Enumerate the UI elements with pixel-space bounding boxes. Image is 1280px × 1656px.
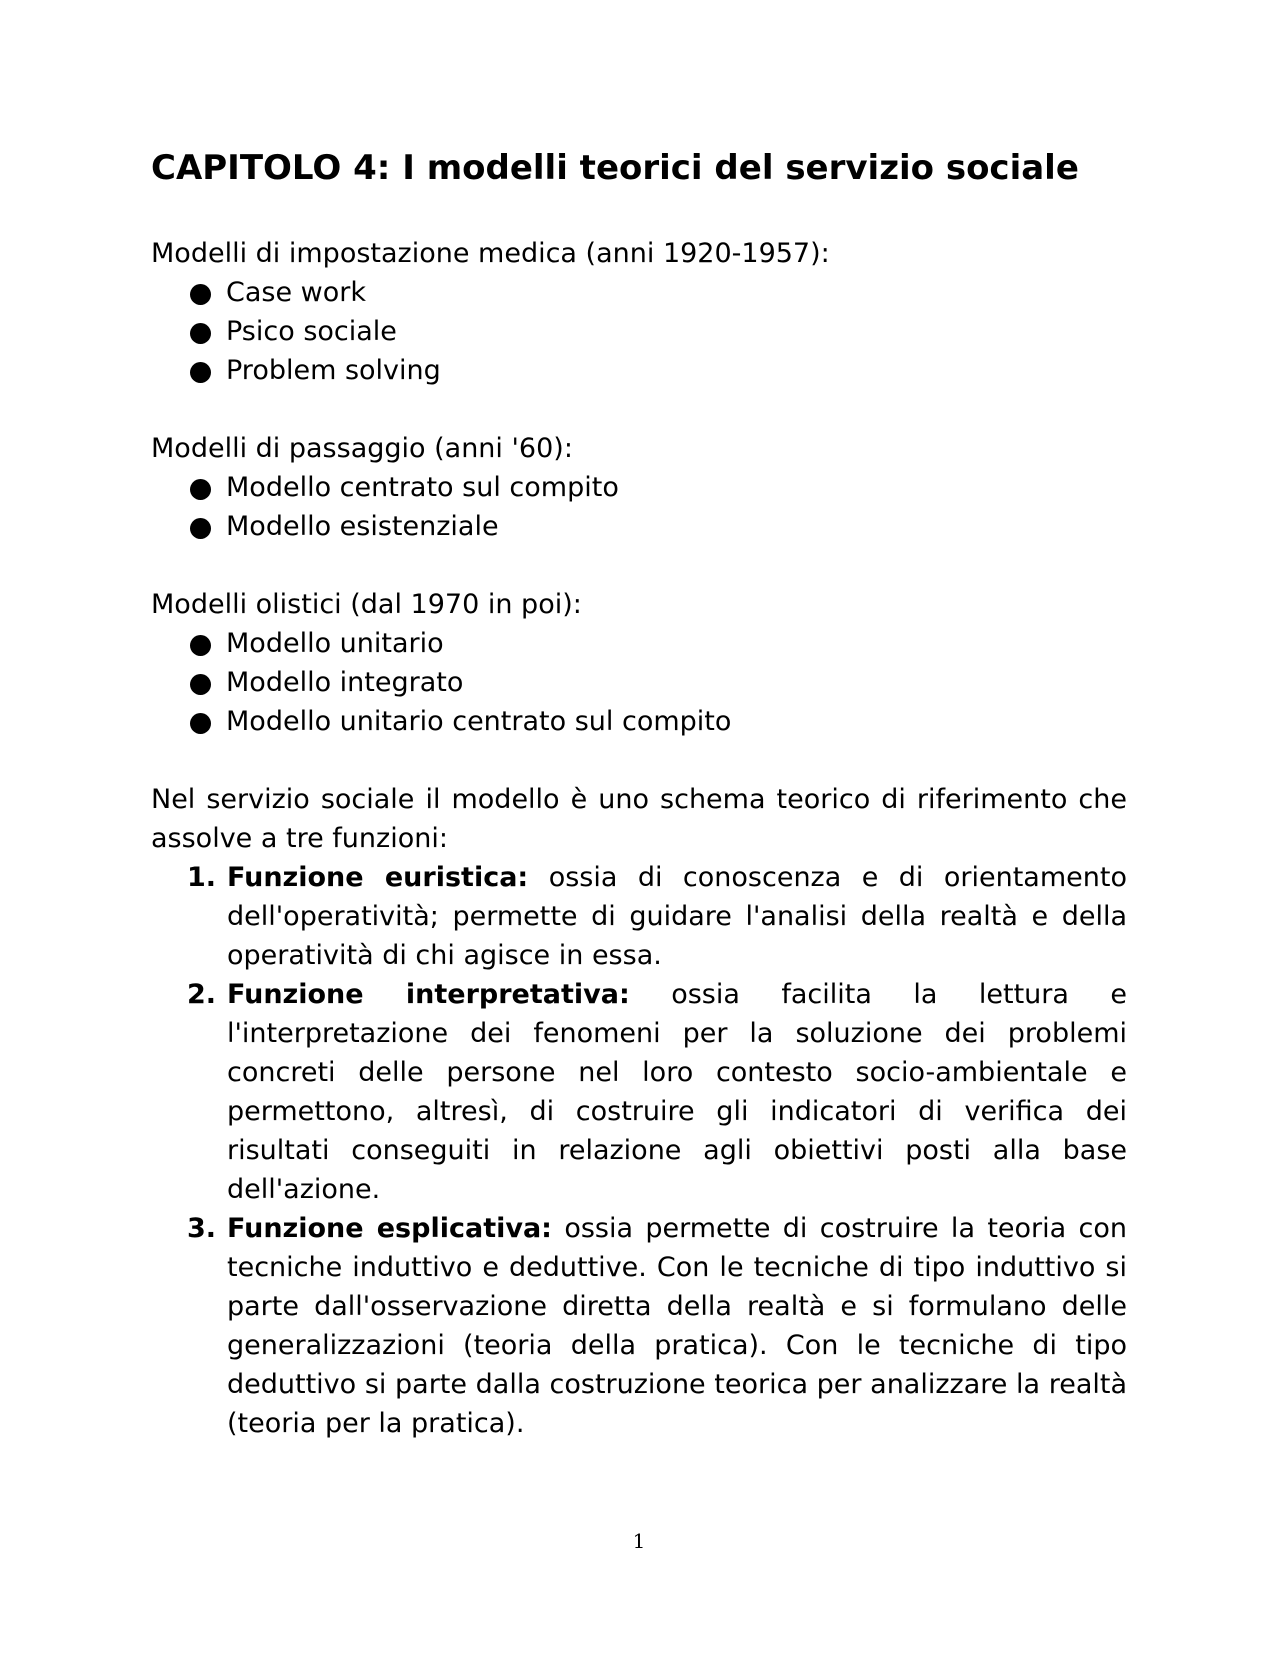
section-holistic-models xyxy=(151,585,1127,741)
bullet-icon xyxy=(190,674,211,695)
bullet-list xyxy=(151,624,1127,741)
bullet-icon xyxy=(190,713,211,734)
list-item xyxy=(190,312,1127,351)
functions-list xyxy=(151,858,1127,1443)
bullet-list xyxy=(151,468,1127,546)
section-heading: Modelli di impostazione medica (anni 1920-1957): xyxy=(151,238,830,269)
list-item-text: Modello integrato xyxy=(226,667,464,698)
list-item-text: Modello centrato sul compito xyxy=(226,472,619,503)
list-item xyxy=(190,351,1127,390)
list-item-text: Modello esistenziale xyxy=(226,511,499,542)
item-number: 1. xyxy=(187,862,217,893)
bullet-list xyxy=(151,273,1127,390)
document-page xyxy=(151,0,1127,1656)
list-item-text: Modello unitario xyxy=(226,628,444,659)
function-item xyxy=(187,975,1127,1209)
function-text: ossia permette di costruire la teoria con tecniche induttivo e deduttive. Con le tecniche di tipo induttivo si parte dall'osservazione diretta della realtà e si formulano delle generalizzazioni (teoria della pratica). Con le tecniche di tipo deduttivo si parte dalla costruzione teorica per analizzare la realtà (teoria per la pratica). xyxy=(227,1213,1127,1439)
list-item xyxy=(190,468,1127,507)
section-medical-models xyxy=(151,234,1127,390)
list-item xyxy=(190,507,1127,546)
function-item xyxy=(187,1209,1127,1443)
page-number: 1 xyxy=(632,1529,646,1553)
document-body xyxy=(151,234,1127,1443)
function-item xyxy=(187,858,1127,975)
bullet-icon xyxy=(190,635,211,656)
function-term: Funzione interpretativa: xyxy=(227,979,630,1010)
item-number: 2. xyxy=(187,979,217,1010)
function-text: ossia di conoscenza e di orientamento dell'operatività; permette di guidare l'analisi della realtà e della operatività di chi agisce in essa. xyxy=(227,862,1127,971)
list-item-text: Case work xyxy=(226,277,366,308)
function-text: ossia facilita la lettura e l'interpretazione dei fenomeni per la soluzione dei problemi concreti delle persone nel loro contesto socio-ambientale e permettono, altresì, di costruire gli indicatori di verifica dei risultati conseguiti in relazione agli obiettivi posti alla base dell'azione. xyxy=(227,979,1127,1205)
bullet-icon xyxy=(190,284,211,305)
bullet-icon xyxy=(190,362,211,383)
list-item-text: Problem solving xyxy=(226,355,441,386)
item-number: 3. xyxy=(187,1213,217,1244)
list-item-text: Modello unitario centrato sul compito xyxy=(226,706,732,737)
list-item xyxy=(190,702,1127,741)
page-title: CAPITOLO 4: I modelli teorici del servizio sociale xyxy=(151,148,1079,188)
list-item xyxy=(190,624,1127,663)
intro-paragraph: Nel servizio sociale il modello è uno schema teorico di riferimento che assolve a tre funzioni: xyxy=(151,784,1127,854)
list-item xyxy=(190,663,1127,702)
function-term: Funzione euristica: xyxy=(227,862,529,893)
section-heading: Modelli di passaggio (anni '60): xyxy=(151,433,573,464)
section-transition-models xyxy=(151,429,1127,546)
section-heading: Modelli olistici (dal 1970 in poi): xyxy=(151,589,582,620)
bullet-icon xyxy=(190,518,211,539)
list-item-text: Psico sociale xyxy=(226,316,397,347)
function-term: Funzione esplicativa: xyxy=(227,1213,552,1244)
bullet-icon xyxy=(190,479,211,500)
bullet-icon xyxy=(190,323,211,344)
list-item xyxy=(190,273,1127,312)
